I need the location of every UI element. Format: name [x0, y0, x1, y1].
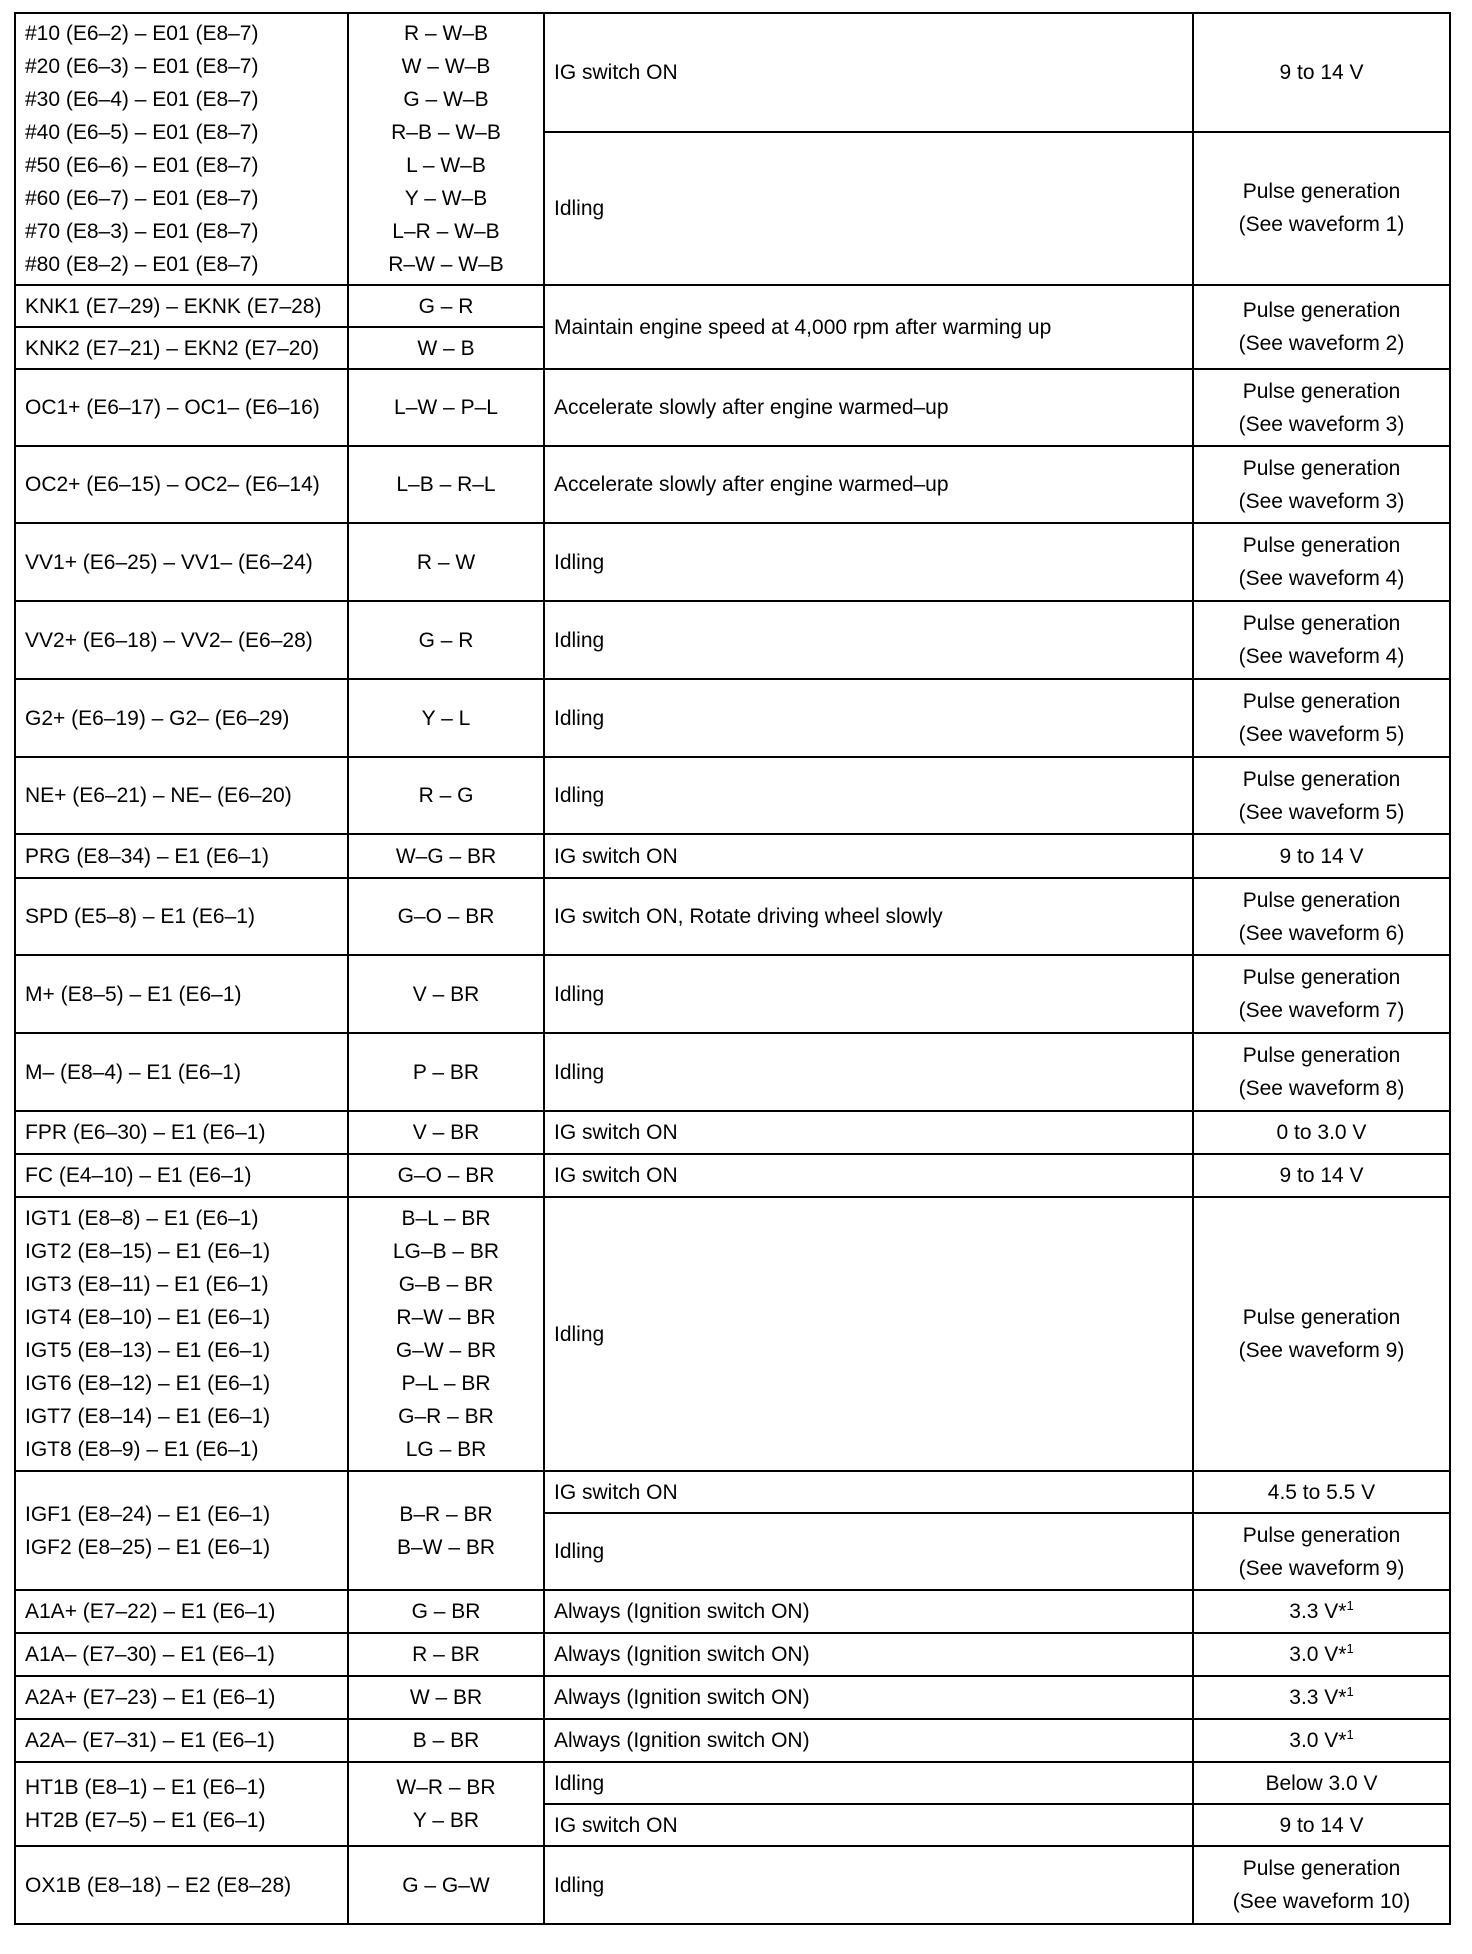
footnote-marker: 1 [1346, 1641, 1354, 1656]
specified-condition-label: 3.0 V*$^1$ [1289, 1727, 1354, 1752]
specified-condition-label: Pulse generation [1242, 180, 1401, 204]
specified-condition-label: Pulse generation [1242, 690, 1401, 713]
condition-cell: Maintain engine speed at 4,000 rpm after warming up [544, 285, 1193, 369]
terminal-cell [15, 285, 348, 327]
table-row [15, 13, 1450, 132]
wiring-color-cell [348, 679, 544, 757]
specified-condition-label: Pulse generation [1242, 1044, 1401, 1067]
specified-condition-label: Pulse generation [1242, 888, 1401, 912]
specified-condition-label: Pulse generation [1242, 534, 1401, 557]
terminal-cell [15, 446, 348, 523]
table-row [15, 679, 1450, 757]
specified-condition-label: 4.5 to 5.5 V [1267, 1480, 1376, 1504]
terminal-cell [15, 878, 348, 955]
terminal-label: IGT5 (E8–13) – E1 (E6–1) [25, 1339, 271, 1362]
terminal-label: M+ (E8–5) – E1 (E6–1) [25, 982, 242, 1006]
specified-condition-label: (See waveform 4) [1238, 567, 1405, 590]
condition-cell: Idling [544, 955, 1193, 1033]
terminal-cell [15, 1197, 348, 1471]
specified-condition-cell [1193, 1676, 1450, 1719]
wiring-color-label: W – W–B [401, 55, 491, 78]
condition-cell: Accelerate slowly after engine warmed–up [544, 369, 1193, 446]
specified-condition-cell [1193, 523, 1450, 601]
terminal-label: #70 (E8–3) – E01 (E8–7) [25, 220, 259, 243]
wiring-color-cell [348, 1633, 544, 1676]
terminal-label: KNK2 (E7–21) – EKN2 (E7–20) [25, 336, 320, 360]
wiring-color-cell [348, 1197, 544, 1471]
condition-cell: Always (Ignition switch ON) [544, 1633, 1193, 1676]
terminal-cell [15, 13, 348, 285]
specified-condition-label: (See waveform 3) [1238, 489, 1405, 513]
condition-cell: Accelerate slowly after engine warmed–up [544, 446, 1193, 523]
specified-condition-label: 3.0 V*$^1$ [1289, 1641, 1354, 1666]
terminal-label: OX1B (E8–18) – E2 (E8–28) [25, 1873, 292, 1897]
specified-condition-cell [1193, 1154, 1450, 1197]
specified-condition-label: 0 to 3.0 V [1276, 1121, 1367, 1144]
table-row [15, 1762, 1450, 1804]
specified-condition-cell [1193, 1633, 1450, 1676]
wiring-color-label: W–G – BR [395, 844, 497, 868]
condition-cell: IG switch ON [544, 1111, 1193, 1154]
specified-condition-label: 3.3 V*$^1$ [1289, 1684, 1354, 1709]
wiring-color-label: P – BR [412, 1060, 480, 1084]
specified-condition-cell [1193, 446, 1450, 523]
specified-condition-label: 9 to 14 V [1279, 844, 1364, 868]
wiring-color-cell [348, 13, 544, 285]
wiring-color-label: LG–B – BR [392, 1240, 500, 1263]
terminal-label: OC1+ (E6–17) – OC1– (E6–16) [25, 396, 320, 419]
terminal-label: #50 (E6–6) – E01 (E8–7) [25, 154, 259, 177]
specified-condition-label: (See waveform 3) [1238, 412, 1405, 436]
table-row [15, 1590, 1450, 1633]
specified-condition-label: (See waveform 4) [1238, 645, 1405, 668]
wiring-color-cell [348, 1154, 544, 1197]
terminal-label: IGT3 (E8–11) – E1 (E6–1) [25, 1273, 269, 1296]
wiring-color-cell [348, 1471, 544, 1590]
terminal-cell [15, 1633, 348, 1676]
wiring-color-label: LG – BR [405, 1438, 487, 1461]
terminal-cell [15, 1762, 348, 1846]
specified-condition-cell [1193, 834, 1450, 878]
specified-condition-label: (See waveform 10) [1232, 1890, 1411, 1913]
terminal-label: PRG (E8–34) – E1 (E6–1) [25, 844, 269, 868]
table-row [15, 1676, 1450, 1719]
wiring-color-cell [348, 446, 544, 523]
terminal-label: IGF2 (E8–25) – E1 (E6–1) [25, 1535, 271, 1559]
specified-condition-cell [1193, 1111, 1450, 1154]
condition-cell: IG switch ON [544, 1154, 1193, 1197]
specified-condition-cell [1193, 1513, 1450, 1590]
table-row [15, 1111, 1450, 1154]
wiring-color-label: R–W – BR [396, 1306, 496, 1329]
terminal-label: G2+ (E6–19) – G2– (E6–29) [25, 706, 290, 730]
wiring-color-label: G – G–W [402, 1873, 490, 1897]
table-row [15, 523, 1450, 601]
table-row [15, 878, 1450, 955]
condition-cell: Always (Ignition switch ON) [544, 1590, 1193, 1633]
condition-cell: IG switch ON [544, 1471, 1193, 1513]
footnote-marker: 1 [1346, 1684, 1354, 1699]
condition-cell: Idling [544, 1197, 1193, 1471]
specified-condition-cell [1193, 1762, 1450, 1804]
terminal-label: #60 (E6–7) – E01 (E8–7) [25, 187, 259, 210]
condition-cell: IG switch ON [544, 13, 1193, 132]
terminal-cell [15, 1676, 348, 1719]
wiring-color-label: R – G [418, 784, 474, 807]
specified-condition-label: Pulse generation [1242, 1523, 1401, 1547]
wiring-color-label: G–O – BR [397, 905, 495, 928]
specified-condition-cell [1193, 285, 1450, 369]
wiring-color-cell [348, 1111, 544, 1154]
wiring-color-label: W – B [417, 336, 475, 360]
wiring-color-label: R–B – W–B [391, 121, 501, 144]
specified-condition-label: 9 to 14 V [1279, 60, 1364, 84]
specified-condition-cell [1193, 955, 1450, 1033]
wiring-color-label: P–L – BR [401, 1372, 491, 1395]
terminal-cell [15, 679, 348, 757]
specified-condition-cell [1193, 1719, 1450, 1762]
specified-condition-cell [1193, 1033, 1450, 1111]
specified-condition-label: (See waveform 2) [1238, 332, 1405, 355]
wiring-color-label: B–R – BR [399, 1502, 493, 1526]
wiring-color-label: G–W – BR [395, 1339, 497, 1362]
specified-condition-label: 9 to 14 V [1279, 1813, 1364, 1837]
wiring-color-label: B–W – BR [396, 1535, 496, 1559]
wiring-color-cell [348, 955, 544, 1033]
wiring-color-cell [348, 757, 544, 834]
terminal-label: IGT6 (E8–12) – E1 (E6–1) [25, 1372, 271, 1395]
condition-cell: Always (Ignition switch ON) [544, 1676, 1193, 1719]
condition-cell: Always (Ignition switch ON) [544, 1719, 1193, 1762]
wiring-color-label: G – R [418, 628, 474, 652]
wiring-color-label: G – BR [411, 1600, 481, 1623]
terminal-cell [15, 1590, 348, 1633]
table-row [15, 1154, 1450, 1197]
specified-condition-label: Pulse generation [1242, 767, 1401, 791]
specified-condition-label: (See waveform 5) [1238, 800, 1405, 824]
wiring-color-label: G – R [418, 294, 474, 318]
specified-condition-label: Pulse generation [1242, 1857, 1401, 1880]
condition-cell: Idling [544, 523, 1193, 601]
footnote-marker: 1 [1346, 1727, 1354, 1742]
wiring-color-label: R–W – W–B [388, 253, 504, 276]
terminal-label: IGT2 (E8–15) – E1 (E6–1) [25, 1240, 271, 1263]
footnote-marker: 1 [1346, 1598, 1354, 1613]
wiring-color-label: W – BR [409, 1686, 483, 1709]
condition-cell: Idling [544, 1846, 1193, 1924]
wiring-color-label: G–R – BR [398, 1405, 494, 1428]
specified-condition-label: (See waveform 6) [1238, 921, 1405, 945]
terminal-cell [15, 1719, 348, 1762]
specified-condition-label: Below 3.0 V [1265, 1771, 1378, 1795]
wiring-color-label: R – W [416, 550, 476, 574]
wiring-color-label: G–O – BR [397, 1164, 495, 1187]
condition-cell: IG switch ON [544, 834, 1193, 878]
terminal-label: SPD (E5–8) – E1 (E6–1) [25, 905, 255, 928]
table-row [15, 601, 1450, 679]
specified-condition-label: Pulse generation [1242, 1306, 1401, 1329]
terminal-label: IGT8 (E8–9) – E1 (E6–1) [25, 1438, 259, 1461]
wiring-color-label: Y – L [421, 706, 471, 730]
wiring-color-cell [348, 523, 544, 601]
terminal-cell [15, 1154, 348, 1197]
condition-cell: Idling [544, 1513, 1193, 1590]
specified-condition-cell [1193, 132, 1450, 285]
wiring-color-cell [348, 1033, 544, 1111]
table-row [15, 757, 1450, 834]
specified-condition-label: Pulse generation [1242, 379, 1401, 403]
wiring-color-label: B–L – BR [401, 1207, 491, 1230]
condition-cell: IG switch ON, Rotate driving wheel slowly [544, 878, 1193, 955]
terminal-cell [15, 1033, 348, 1111]
wiring-color-label: V – BR [412, 1121, 480, 1144]
wiring-color-label: Y – BR [412, 1809, 480, 1832]
terminal-label: #10 (E6–2) – E01 (E8–7) [25, 22, 259, 45]
terminal-label: IGF1 (E8–24) – E1 (E6–1) [25, 1502, 271, 1526]
specified-condition-cell [1193, 1804, 1450, 1846]
wiring-color-label: V – BR [412, 982, 480, 1006]
wiring-color-cell [348, 1676, 544, 1719]
table-row [15, 1033, 1450, 1111]
specified-condition-label: Pulse generation [1242, 456, 1401, 480]
condition-cell: Idling [544, 601, 1193, 679]
terminal-label: A1A– (E7–30) – E1 (E6–1) [25, 1643, 275, 1666]
condition-cell: Idling [544, 679, 1193, 757]
terminal-label: VV2+ (E6–18) – VV2– (E6–28) [25, 628, 313, 652]
specified-condition-cell [1193, 1197, 1450, 1471]
terminal-label: A2A– (E7–31) – E1 (E6–1) [25, 1729, 275, 1752]
wiring-color-cell [348, 878, 544, 955]
wiring-color-label: L–R – W–B [392, 220, 500, 243]
specified-condition-label: Pulse generation [1242, 612, 1401, 635]
specified-condition-cell [1193, 878, 1450, 955]
terminal-label: #80 (E8–2) – E01 (E8–7) [25, 253, 259, 276]
specified-condition-label: (See waveform 1) [1238, 213, 1405, 237]
wiring-color-cell [348, 369, 544, 446]
specified-condition-label: 3.3 V*$^1$ [1289, 1598, 1354, 1623]
terminal-label: M– (E8–4) – E1 (E6–1) [25, 1060, 241, 1084]
terminal-label: IGT4 (E8–10) – E1 (E6–1) [25, 1306, 271, 1329]
terminal-cell [15, 757, 348, 834]
table-body [15, 13, 1450, 1924]
terminal-cell [15, 955, 348, 1033]
terminal-label: IGT1 (E8–8) – E1 (E6–1) [25, 1207, 259, 1230]
specified-condition-label: (See waveform 8) [1238, 1077, 1405, 1100]
wiring-color-cell [348, 285, 544, 327]
specified-condition-label: 9 to 14 V [1279, 1164, 1364, 1187]
wiring-color-cell [348, 1762, 544, 1846]
terminal-label: #20 (E6–3) – E01 (E8–7) [25, 55, 259, 78]
terminal-label: NE+ (E6–21) – NE– (E6–20) [25, 784, 292, 807]
terminal-label: FPR (E6–30) – E1 (E6–1) [25, 1121, 266, 1144]
terminal-label: FC (E4–10) – E1 (E6–1) [25, 1164, 252, 1187]
wiring-color-label: G–B – BR [398, 1273, 494, 1296]
table-row [15, 1197, 1450, 1471]
table-row [15, 1471, 1450, 1513]
wiring-color-label: L–W – P–L [394, 396, 498, 419]
terminal-label: A1A+ (E7–22) – E1 (E6–1) [25, 1600, 276, 1623]
specified-condition-label: (See waveform 9) [1238, 1339, 1405, 1362]
terminal-label: #40 (E6–5) – E01 (E8–7) [25, 121, 259, 144]
terminal-cell [15, 1471, 348, 1590]
wiring-color-label: Y – W–B [404, 187, 488, 210]
specified-condition-label: (See waveform 5) [1238, 723, 1405, 746]
wiring-color-cell [348, 834, 544, 878]
specified-condition-label: Pulse generation [1242, 966, 1401, 989]
terminal-label: HT2B (E7–5) – E1 (E6–1) [25, 1809, 266, 1832]
terminal-cell [15, 523, 348, 601]
terminal-label: OC2+ (E6–15) – OC2– (E6–14) [25, 473, 320, 496]
specified-condition-cell [1193, 601, 1450, 679]
table-row [15, 834, 1450, 878]
wiring-color-label: R – W–B [403, 22, 489, 45]
wiring-color-label: R – BR [412, 1643, 480, 1666]
terminal-inspection-table [14, 12, 1451, 1925]
wiring-color-cell [348, 601, 544, 679]
terminal-label: #30 (E6–4) – E01 (E8–7) [25, 88, 259, 111]
wiring-color-label: L – W–B [406, 154, 486, 177]
specified-condition-cell [1193, 1471, 1450, 1513]
wiring-color-cell [348, 1590, 544, 1633]
wiring-color-label: L–B – R–L [396, 473, 496, 496]
condition-cell: Idling [544, 1762, 1193, 1804]
terminal-cell [15, 1846, 348, 1924]
specified-condition-cell [1193, 1590, 1450, 1633]
specified-condition-label: (See waveform 7) [1238, 999, 1405, 1022]
terminal-cell [15, 369, 348, 446]
terminal-label: HT1B (E8–1) – E1 (E6–1) [25, 1776, 266, 1799]
terminal-cell [15, 327, 348, 369]
wiring-color-cell [348, 327, 544, 369]
terminal-label: VV1+ (E6–25) – VV1– (E6–24) [25, 550, 313, 574]
specified-condition-cell [1193, 369, 1450, 446]
wiring-color-label: W–R – BR [396, 1776, 496, 1799]
condition-cell: Idling [544, 132, 1193, 285]
specified-condition-cell [1193, 757, 1450, 834]
terminal-cell [15, 601, 348, 679]
specified-condition-cell [1193, 679, 1450, 757]
table-row [15, 1846, 1450, 1924]
specified-condition-cell [1193, 1846, 1450, 1924]
condition-cell: Idling [544, 757, 1193, 834]
table-row [15, 369, 1450, 446]
terminal-label: IGT7 (E8–14) – E1 (E6–1) [25, 1405, 271, 1428]
terminal-cell [15, 834, 348, 878]
wiring-color-label: B – BR [412, 1729, 480, 1752]
condition-cell: Idling [544, 1033, 1193, 1111]
terminal-cell [15, 1111, 348, 1154]
table-row [15, 955, 1450, 1033]
wiring-color-cell [348, 1719, 544, 1762]
specified-condition-cell [1193, 13, 1450, 132]
terminal-label: A2A+ (E7–23) – E1 (E6–1) [25, 1686, 276, 1709]
condition-cell: IG switch ON [544, 1804, 1193, 1846]
table-row [15, 1633, 1450, 1676]
terminal-label: KNK1 (E7–29) – EKNK (E7–28) [25, 294, 322, 318]
wiring-color-label: G – W–B [403, 88, 489, 111]
table-row [15, 446, 1450, 523]
specified-condition-label: (See waveform 9) [1238, 1556, 1405, 1580]
table-row [15, 285, 1450, 327]
table-row [15, 1719, 1450, 1762]
specified-condition-label: Pulse generation [1242, 299, 1401, 322]
wiring-color-cell [348, 1846, 544, 1924]
